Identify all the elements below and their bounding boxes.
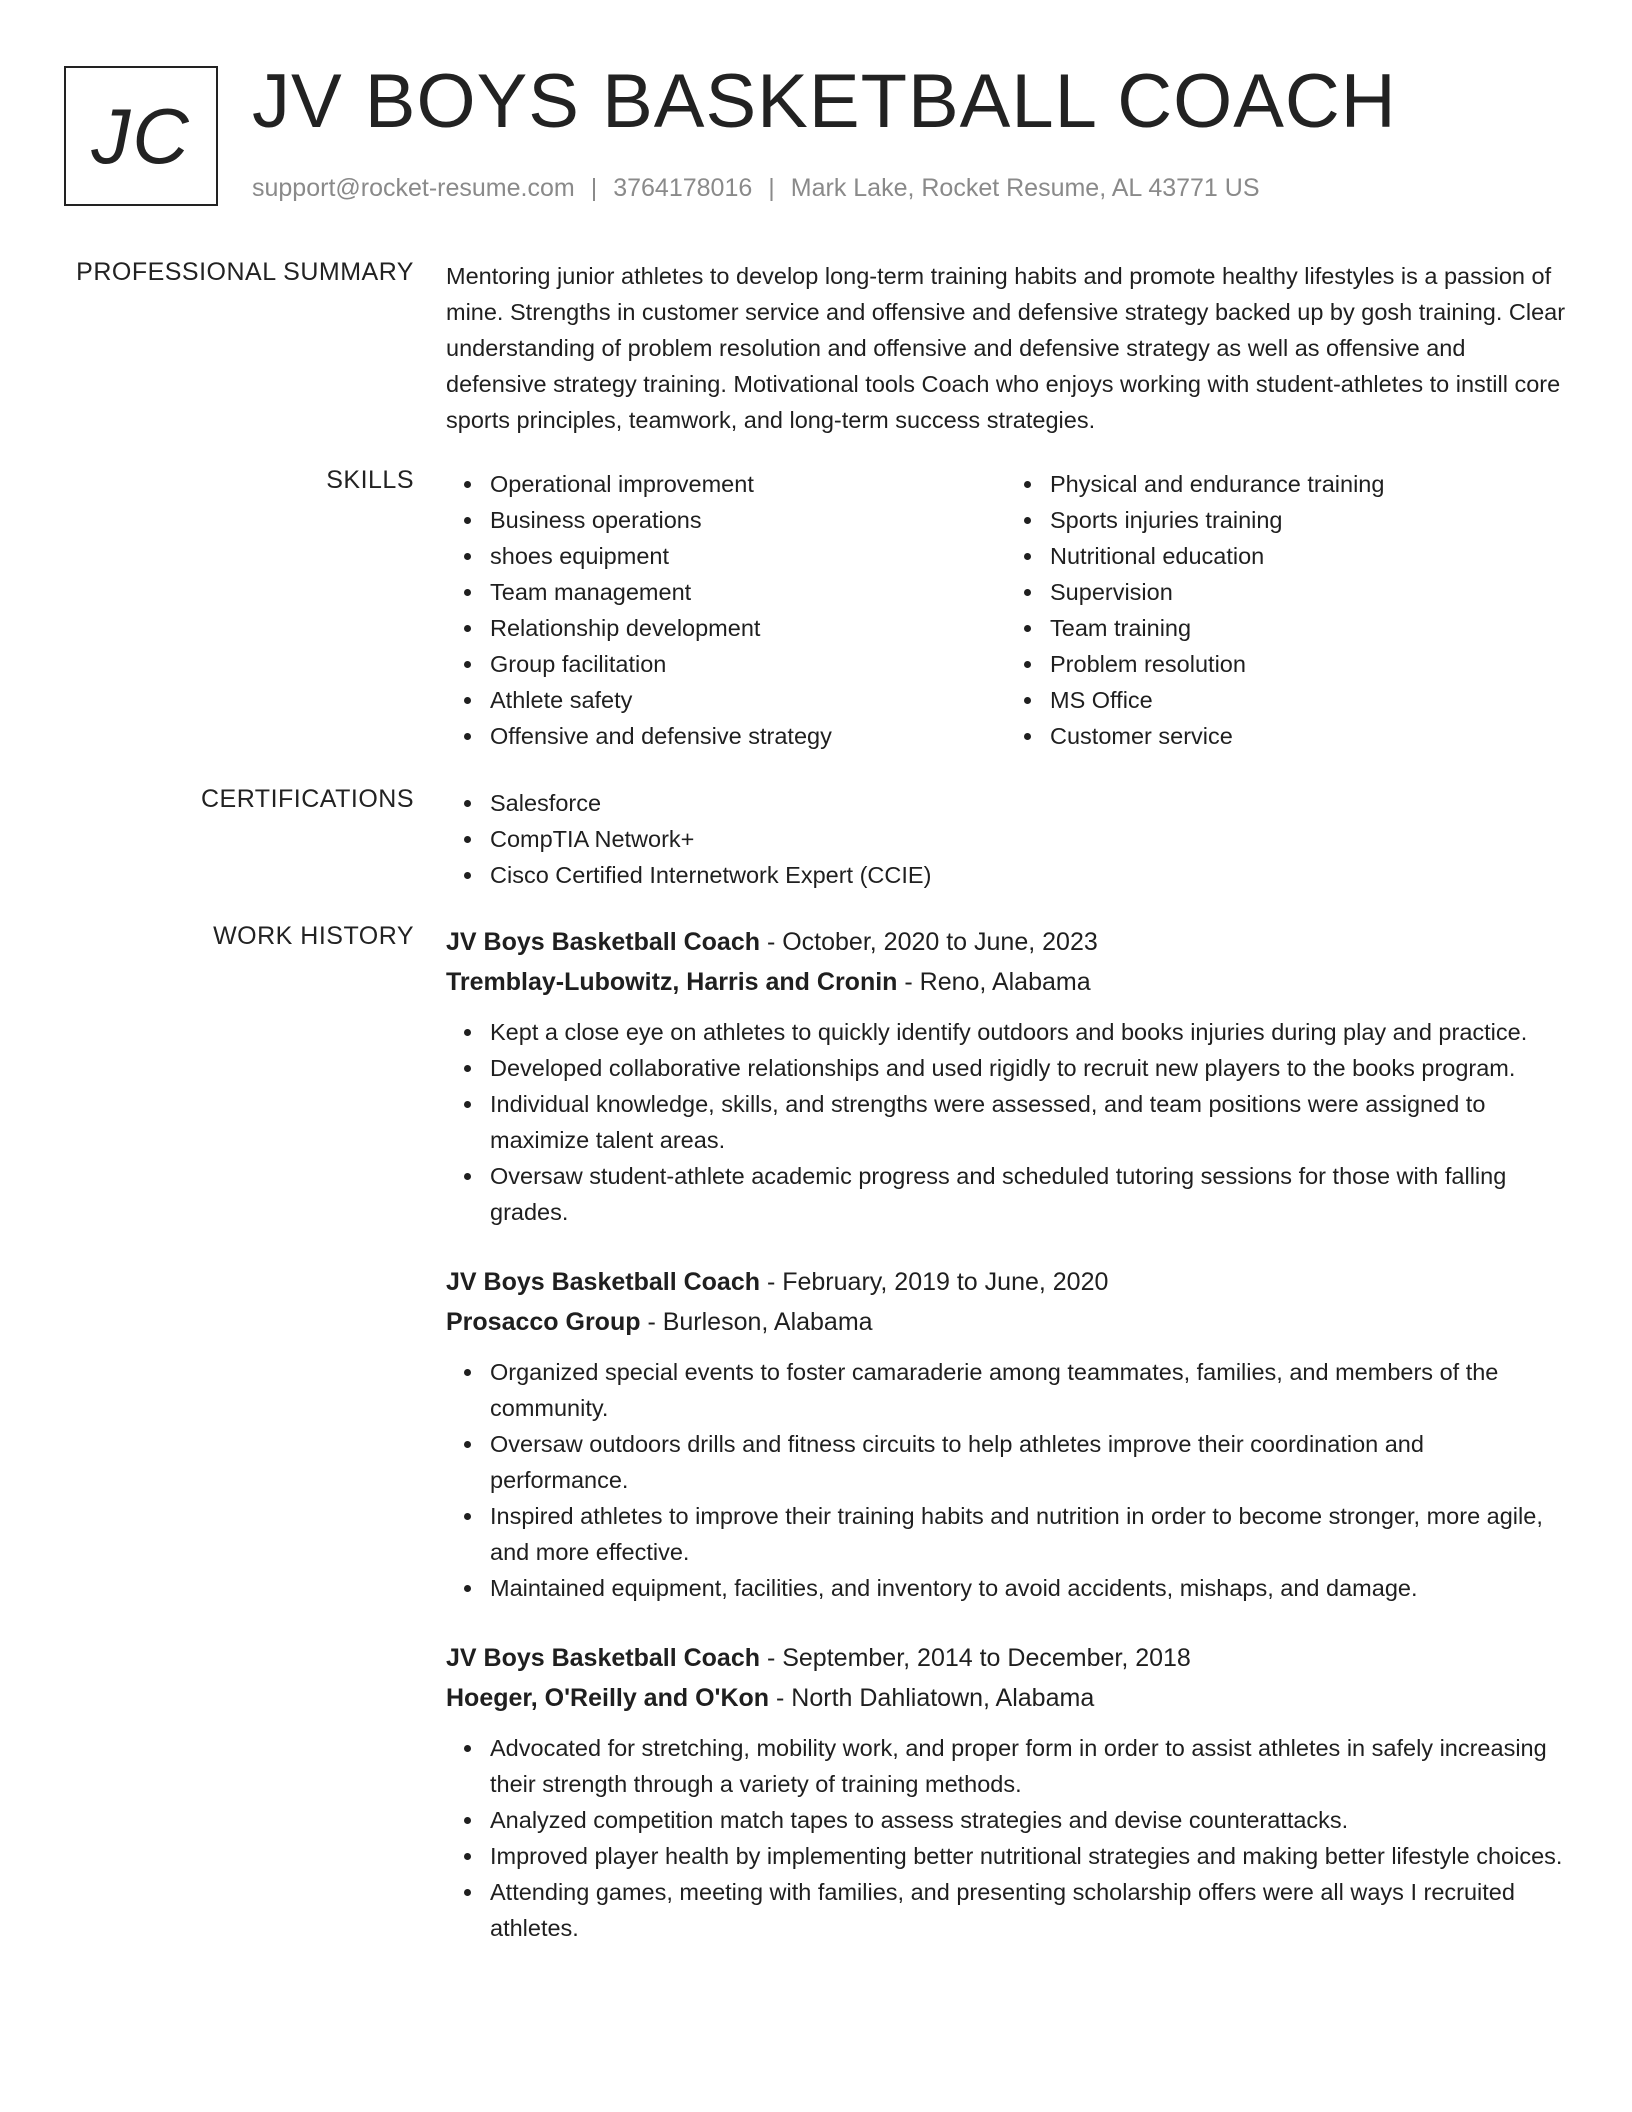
job-title: JV Boys Basketball Coach [446, 928, 761, 956]
monogram-box [64, 66, 218, 206]
list-item: Athlete safety [490, 682, 1006, 718]
list-item: Salesforce [490, 785, 1566, 821]
list-item: Sports injuries training [1050, 502, 1566, 538]
list-item: Kept a close eye on athletes to quickly identify outdoors and books injuries during play and practice. [490, 1014, 1566, 1050]
skills-body [446, 466, 1566, 754]
list-item: Advocated for stretching, mobility work, and proper form in order to assist athletes in safely increasing their strength through a variety of training methods. [490, 1730, 1566, 1802]
job-title: JV Boys Basketball Coach [446, 1644, 761, 1672]
list-item: Offensive and defensive strategy [490, 718, 1006, 754]
job-entry [446, 922, 1566, 1230]
job-title: JV Boys Basketball Coach [446, 1268, 761, 1296]
skills-heading: SKILLS [326, 466, 414, 494]
list-item: Oversaw student-athlete academic progress and scheduled tutoring sessions for those with falling grades. [490, 1158, 1566, 1230]
job-title-line [446, 1638, 1566, 1678]
job-company: Tremblay-Lubowitz, Harris and Cronin [446, 968, 898, 996]
job-company: Prosacco Group [446, 1308, 641, 1336]
list-item: Business operations [490, 502, 1006, 538]
list-item: Nutritional education [1050, 538, 1566, 574]
list-item: Relationship development [490, 610, 1006, 646]
contact-separator: | [768, 174, 775, 202]
certifications-list [446, 785, 1566, 893]
summary-body [446, 258, 1566, 438]
contact-separator: | [590, 174, 598, 202]
job-duties [446, 1014, 1566, 1230]
job-title-line [446, 1262, 1566, 1302]
work-history-heading: WORK HISTORY [213, 922, 414, 950]
work-history-body [446, 922, 1566, 1978]
certifications-body [446, 785, 1566, 893]
list-item: Problem resolution [1050, 646, 1566, 682]
contact-phone[interactable]: 3764178016 [613, 174, 753, 202]
contact-address: Mark Lake, Rocket Resume, AL 43771 US [790, 174, 1260, 202]
summary-heading: PROFESSIONAL SUMMARY [76, 258, 414, 286]
job-dates: - February, 2019 to June, 2020 [760, 1268, 1109, 1296]
job-entry [446, 1262, 1566, 1606]
list-item: Customer service [1050, 718, 1566, 754]
job-company: Hoeger, O'Reilly and O'Kon [446, 1684, 770, 1712]
list-item: Individual knowledge, skills, and strengths were assessed, and team positions were assigned to maximize talent areas. [490, 1086, 1566, 1158]
job-dates: - September, 2014 to December, 2018 [760, 1644, 1191, 1672]
list-item: Maintained equipment, facilities, and inventory to avoid accidents, mishaps, and damage. [490, 1570, 1566, 1606]
list-item: Team training [1050, 610, 1566, 646]
job-company-line [446, 1678, 1566, 1718]
list-item: Oversaw outdoors drills and fitness circuits to help athletes improve their coordination and performance. [490, 1426, 1566, 1498]
list-item: shoes equipment [490, 538, 1006, 574]
job-company-line [446, 962, 1566, 1002]
list-item: Physical and endurance training [1050, 466, 1566, 502]
job-location: - North Dahliatown, Alabama [769, 1684, 1095, 1712]
job-dates: - October, 2020 to June, 2023 [760, 928, 1098, 956]
certifications-heading: CERTIFICATIONS [200, 785, 414, 813]
list-item: MS Office [1050, 682, 1566, 718]
resume-title: JV BOYS BASKETBALL COACH [252, 59, 1397, 144]
list-item: Analyzed competition match tapes to assess strategies and devise counterattacks. [490, 1802, 1566, 1838]
skills-list-right [1006, 466, 1566, 754]
list-item: Developed collaborative relationships and used rigidly to recruit new players to the books program. [490, 1050, 1566, 1086]
job-duties [446, 1730, 1566, 1946]
list-item: Operational improvement [490, 466, 1006, 502]
job-company-line [446, 1302, 1566, 1342]
monogram-initials: JC [91, 92, 191, 180]
summary-text: Mentoring junior athletes to develop long-term training habits and promote healthy lifestyles is a passion of mine. Strengths in customer service and offensive and defensive strategy backed up by gosh training. Clear understanding of problem resolution and offensive and defensive strategy as well as offensive and defensive strategy training. Motivational tools Coach who enjoys working with student-athletes to instill core sports principles, teamwork, and long-term success strategies. [446, 263, 1566, 433]
list-item: Cisco Certified Internetwork Expert (CCIE) [490, 857, 1566, 893]
list-item: Inspired athletes to improve their training habits and nutrition in order to become stronger, more agile, and more effective. [490, 1498, 1566, 1570]
list-item: Supervision [1050, 574, 1566, 610]
job-title-line [446, 922, 1566, 962]
job-location: - Burleson, Alabama [640, 1308, 873, 1336]
contact-line [252, 174, 1260, 203]
job-entry [446, 1638, 1566, 1946]
list-item: CompTIA Network+ [490, 821, 1566, 857]
job-duties [446, 1354, 1566, 1606]
job-location: - Reno, Alabama [897, 968, 1091, 996]
list-item: Organized special events to foster camaraderie among teammates, families, and members of the community. [490, 1354, 1566, 1426]
list-item: Group facilitation [490, 646, 1006, 682]
contact-email[interactable]: support@rocket-resume.com [252, 174, 575, 202]
skills-list-left [446, 466, 1006, 754]
list-item: Attending games, meeting with families, and presenting scholarship offers were all ways I recruited athletes. [490, 1874, 1566, 1946]
list-item: Team management [490, 574, 1006, 610]
list-item: Improved player health by implementing better nutritional strategies and making better lifestyle choices. [490, 1838, 1566, 1874]
